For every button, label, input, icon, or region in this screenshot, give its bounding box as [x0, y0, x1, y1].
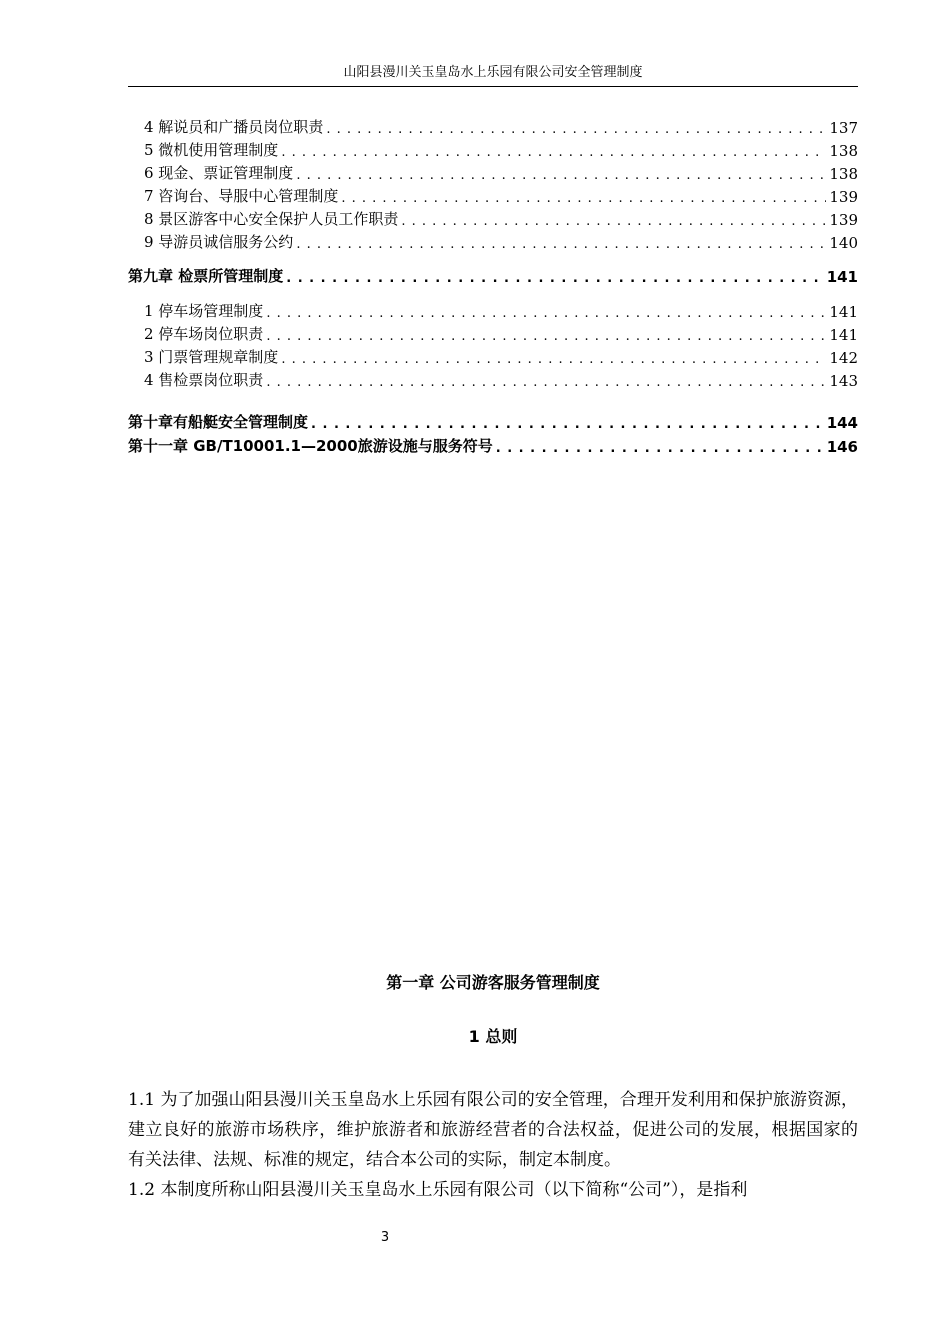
toc-chapter-page: 144 — [826, 414, 858, 432]
toc-leader — [296, 168, 826, 183]
section-title: 1 总则 — [468, 1027, 518, 1046]
toc-entry-page: 138 — [829, 165, 858, 183]
toc-entry-label: 4 解说员和广播员岗位职责 — [144, 118, 324, 136]
toc-entry[interactable] — [128, 298, 858, 321]
toc-entry[interactable] — [128, 114, 858, 137]
toc-entry-page: 139 — [829, 188, 858, 206]
body-text — [128, 1085, 858, 1205]
toc-entry-label: 3 门票管理规章制度 — [144, 348, 279, 366]
toc-leader — [266, 329, 826, 344]
toc-chapter-10[interactable] — [128, 408, 858, 432]
toc-entry-label: 9 导游员诚信服务公约 — [144, 233, 294, 251]
toc-entry-page: 141 — [829, 303, 858, 321]
toc-chapter-page: 146 — [826, 438, 858, 456]
toc-chapter-label: 第十章有船艇安全管理制度 — [128, 413, 309, 431]
toc-entry-label: 7 咨询台、导服中心管理制度 — [144, 187, 339, 205]
toc-entry-label: 6 现金、票证管理制度 — [144, 164, 294, 182]
toc-chapter-label: 第十一章 GB/T10001.1—2000旅游设施与服务符号 — [128, 437, 493, 455]
toc-entry[interactable] — [128, 229, 858, 252]
toc-leader — [266, 375, 826, 390]
toc-leader — [281, 352, 826, 367]
toc-entry-label: 5 微机使用管理制度 — [144, 141, 279, 159]
toc-entry-page: 142 — [829, 349, 858, 367]
toc-entry-page: 143 — [829, 372, 858, 390]
toc-entry[interactable] — [128, 344, 858, 367]
toc-entry-page: 140 — [829, 234, 858, 252]
paragraph-1-2: 1.2 本制度所称山阳县漫川关玉皇岛水上乐园有限公司（以下简称“公司”），是指利 — [128, 1180, 748, 1200]
page-number: 3 — [380, 1230, 390, 1245]
toc-leader — [286, 271, 823, 286]
toc-leader — [311, 417, 824, 432]
toc-leader — [341, 191, 826, 206]
toc-entry[interactable] — [128, 367, 858, 390]
toc-chapter-11[interactable] — [128, 432, 858, 456]
toc-chapter-page: 141 — [826, 268, 858, 286]
page-header: 山阳县漫川关玉皇岛水上乐园有限公司安全管理制度 — [128, 64, 858, 87]
toc-entry-label: 8 景区游客中心安全保护人员工作职责 — [144, 210, 399, 228]
toc-leader — [281, 145, 826, 160]
table-of-contents — [128, 114, 858, 456]
toc-chapter-label: 第九章 检票所管理制度 — [128, 267, 284, 285]
toc-entry-label: 4 售检票岗位职责 — [144, 371, 264, 389]
toc-entry-page: 138 — [829, 142, 858, 160]
paragraph-1-1: 1.1 为了加强山阳县漫川关玉皇岛水上乐园有限公司的安全管理，合理开发利用和保护旅游资源，建立良好的旅游市场秩序，维护旅游者和旅游经营者的合法权益，促进公司的发展，根据国家的有关法律、法规、标准的规定，结合本公司的实际，制定本制度。 — [128, 1090, 858, 1170]
toc-entry[interactable] — [128, 321, 858, 344]
toc-leader — [496, 441, 824, 456]
toc-entry-label: 1 停车场管理制度 — [144, 302, 264, 320]
chapter-title: 第一章 公司游客服务管理制度 — [386, 973, 600, 992]
toc-leader — [326, 122, 826, 137]
toc-entry-label: 2 停车场岗位职责 — [144, 325, 264, 343]
toc-leader — [401, 214, 826, 229]
toc-entry[interactable] — [128, 160, 858, 183]
toc-entry-page: 139 — [829, 211, 858, 229]
toc-entry-page: 137 — [829, 119, 858, 137]
toc-leader — [296, 237, 826, 252]
toc-entry[interactable] — [128, 206, 858, 229]
toc-leader — [266, 306, 826, 321]
toc-chapter-9[interactable] — [128, 262, 858, 286]
toc-entry[interactable] — [128, 137, 858, 160]
toc-entry-page: 141 — [829, 326, 858, 344]
toc-entry[interactable] — [128, 183, 858, 206]
